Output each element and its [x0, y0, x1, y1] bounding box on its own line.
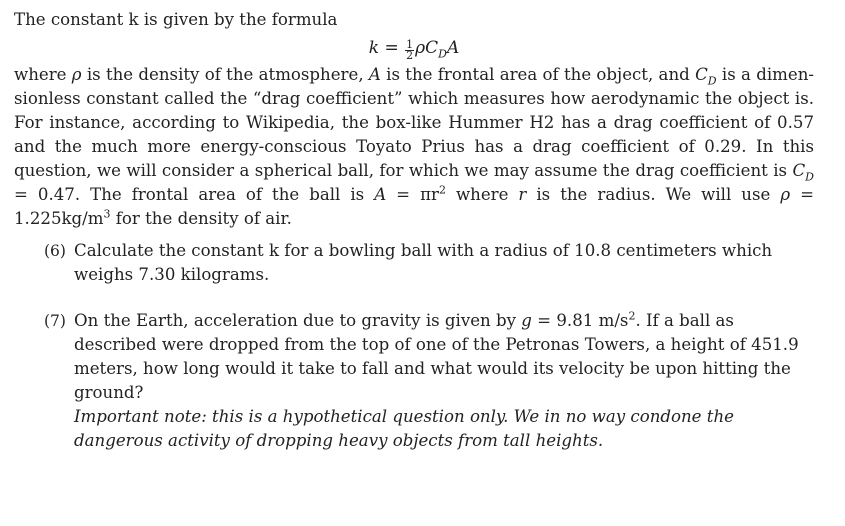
formula-equals: = — [384, 38, 399, 58]
density-value: = 1.225kg/m — [14, 185, 814, 228]
para-text: where — [14, 65, 72, 84]
drag-coef-sub: D — [805, 170, 814, 184]
para-text: for the density of air. — [110, 209, 292, 228]
para-text: is the density of the atmosphere, — [81, 65, 369, 84]
explanation-paragraph — [14, 63, 814, 231]
cubed-exponent: 3 — [103, 207, 111, 221]
important-note: Important note: this is a hypothetical question only. We in no way condone the dangerous activity of dropping heavy objects from tall heights. — [74, 407, 734, 450]
formula-rhs: ρC — [415, 38, 439, 58]
area-formula: = πr — [386, 185, 439, 204]
squared-exponent: 2 — [438, 183, 446, 197]
area-symbol: A — [374, 185, 387, 204]
squared-exponent: 2 — [628, 309, 636, 323]
gravity-symbol: g — [521, 311, 532, 330]
gravity-value: = 9.81 m/s — [531, 311, 629, 330]
question-6 — [14, 239, 814, 287]
question-text: On the Earth, acceleration due to gravity is given by — [74, 311, 522, 330]
question-number: (6) — [44, 242, 66, 260]
intro-text: The constant k is given by the formula — [14, 10, 338, 29]
formula-lhs: k — [368, 38, 380, 58]
drag-coef-sub: D — [707, 74, 717, 88]
drag-formula — [14, 35, 814, 61]
question-list — [14, 239, 814, 453]
radius-symbol: r — [518, 185, 527, 204]
question-text: . If a ball as described were dropped from the top of one of the Petronas Towers, a height of 451.9 meters, how long would it take to fall and what would its velocity be upon hitting the ground? — [74, 311, 799, 402]
drag-coef-symbol: C — [695, 65, 708, 84]
para-text: is the radius. We will use — [526, 185, 781, 204]
question-7 — [14, 309, 814, 453]
drag-coef-symbol: C — [792, 161, 806, 180]
fraction-denominator: 2 — [406, 49, 414, 62]
document-page — [14, 8, 814, 453]
question-text: Calculate the constant k for a bowling ball with a radius of 10.8 centimeters which weighs 7.30 kilograms. — [74, 241, 773, 284]
formula-rhs-sub: D — [438, 47, 447, 61]
question-number: (7) — [44, 312, 66, 330]
fraction-numerator: 1 — [406, 38, 414, 51]
para-text: = 0.47. The frontal area of the ball is — [14, 185, 375, 204]
para-text: is the frontal area of the object, and — [380, 65, 696, 84]
rho-symbol: ρ — [71, 65, 82, 84]
formula-rhs-end: A — [446, 38, 460, 58]
para-text: is a dimen-sionless constant called the “drag coefficient” which measures how aerodynamic the object is. For instance, according to Wikipedia, the box-like Hummer H2 has a drag coefficient of 0.57 and the much more energy-conscious Toyato Prius has a drag coefficient of 0.29. In this question, we will consider a spherical ball, for which we may assume the drag coefficient is — [14, 65, 814, 180]
rho-symbol: ρ — [780, 185, 791, 204]
area-symbol: A — [368, 65, 381, 84]
para-text: where — [445, 185, 519, 204]
formula-fraction — [405, 40, 414, 61]
